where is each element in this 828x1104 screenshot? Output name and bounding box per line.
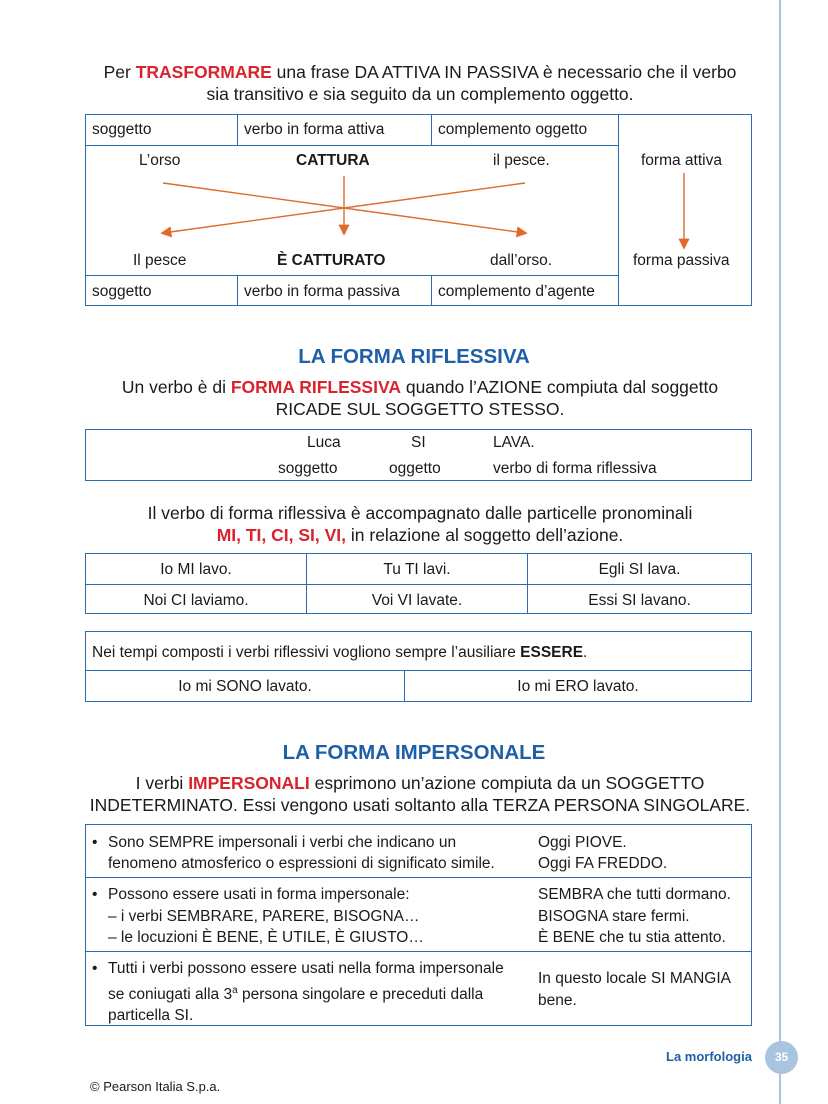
highlight-impersonali: IMPERSONALI: [188, 773, 310, 793]
passive-verb: È CATTURATO: [277, 252, 386, 269]
riflessiva-intro: Un verbo è di FORMA RIFLESSIVA quando l’AZIONE compiuta dal soggetto RICADE SUL SOGGETTO STESSO.: [121, 377, 719, 419]
active-subject: L’orso: [139, 152, 181, 169]
conj-essi: Essi SI lavano.: [588, 592, 691, 609]
composti-example-1: Io mi SONO lavato.: [178, 678, 312, 695]
imp-row3-right: In questo locale SI MANGIA bene.: [538, 970, 731, 1009]
imp-row3-left: • Tutti i verbi possono essere usati nella forma impersonale se coniugati alla 3$^a$ persona singolare e preceduti dalla particella SI.: [92, 960, 504, 1025]
imp-row2-left: • Possono essere usati in forma impersonale: – i verbi SEMBRARE, PARERE, BISOGNA… – le locuzioni È BENE, È UTILE, È GIUSTO…: [92, 886, 424, 946]
impersonale-title: LA FORMA IMPERSONALE: [282, 741, 546, 764]
example-label-soggetto: soggetto: [278, 460, 338, 477]
page-number-badge: 35: [765, 1041, 798, 1074]
label-verbo-attiva: verbo in forma attiva: [244, 121, 385, 138]
transformation-arrows: [0, 0, 828, 400]
imp-row1-left: • Sono SEMPRE impersonali i verbi che indicano un fenomeno atmosferico o espressioni di significato simile.: [92, 834, 495, 872]
impersonale-intro: I verbi IMPERSONALI esprimono un’azione compiuta da un SOGGETTO INDETERMINATO. Essi vengono usati soltanto alla TERZA PERSONA SINGOLARE.: [89, 773, 751, 815]
conj-noi: Noi CI laviamo.: [143, 592, 249, 609]
example-lava: LAVA.: [493, 434, 535, 451]
composti-example-2: Io mi ERO lavato.: [517, 678, 639, 695]
particles-text: Il verbo di forma riflessiva è accompagnato dalle particelle pronominali MI, TI, CI, SI, VI, in relazione al soggetto dell’azione.: [147, 503, 693, 545]
footer-section: La morfologia: [666, 1049, 752, 1064]
highlight-particles: MI, TI, CI, SI, VI,: [216, 525, 347, 545]
copyright: © Pearson Italia S.p.a.: [90, 1079, 221, 1094]
active-verb: CATTURA: [296, 152, 370, 169]
composti-rule: Nei tempi composti i verbi riflessivi vogliono sempre l’ausiliare ESSERE.: [92, 644, 588, 661]
example-si: SI: [411, 434, 426, 451]
label-complemento-oggetto: complemento oggetto: [438, 121, 588, 138]
passive-subject: Il pesce: [133, 252, 187, 269]
label-complemento-agente: complemento d’agente: [438, 283, 595, 300]
conj-tu: Tu TI lavi.: [383, 561, 451, 578]
conj-io: Io MI lavo.: [160, 561, 232, 578]
intro-passive: Per TRASFORMARE una frase DA ATTIVA IN PASSIVA è necessario che il verbo sia transitivo e sia seguito da un complemento oggetto.: [103, 62, 737, 104]
label-soggetto-2: soggetto: [92, 283, 152, 300]
conj-voi: Voi VI lavate.: [371, 592, 463, 609]
imp-row2-right: SEMBRA che tutti dormano. BISOGNA stare fermi. È BENE che tu stia attento.: [538, 886, 731, 946]
example-luca: Luca: [307, 434, 341, 451]
form-passive-label: forma passiva: [633, 252, 730, 269]
label-verbo-passiva: verbo in forma passiva: [244, 283, 400, 300]
passive-agent: dall’orso.: [490, 252, 553, 269]
label-soggetto: soggetto: [92, 121, 152, 138]
highlight-trasformare: TRASFORMARE: [135, 62, 272, 82]
example-label-oggetto: oggetto: [389, 460, 441, 477]
active-object: il pesce.: [493, 152, 550, 169]
example-label-verbo: verbo di forma riflessiva: [493, 460, 657, 477]
form-active-label: forma attiva: [641, 152, 722, 169]
highlight-forma-riflessiva: FORMA RIFLESSIVA: [230, 377, 401, 397]
imp-row1-right: Oggi PIOVE. Oggi FA FREDDO.: [538, 834, 668, 872]
conj-egli: Egli SI lava.: [598, 561, 681, 578]
riflessiva-title: LA FORMA RIFLESSIVA: [298, 345, 530, 368]
